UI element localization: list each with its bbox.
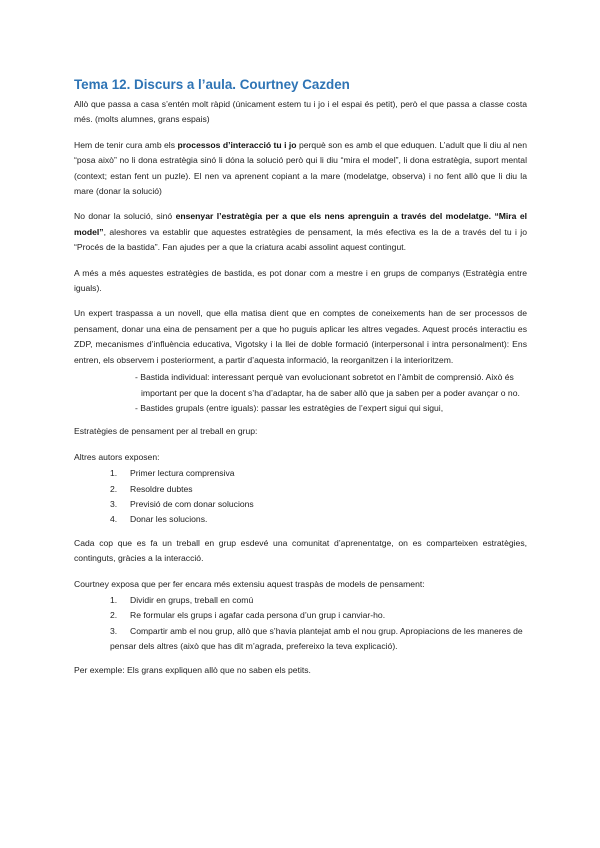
- list-text: Dividir en grups, treball en comú: [130, 594, 254, 605]
- list-item: [110, 608, 527, 623]
- bold-span: processos d’interacció tu i jo: [177, 139, 297, 150]
- paragraph-strategy: [74, 209, 527, 255]
- list-item: [110, 482, 527, 497]
- list-number: 1.: [110, 594, 118, 605]
- list-text: Re formular els grups i agafar cada persona d’un grup i canviar-ho.: [130, 610, 386, 621]
- numbered-list-steps: [74, 466, 527, 528]
- list-text: Donar les solucions.: [130, 514, 208, 525]
- paragraph-intro: Allò que passa a casa s’entén molt ràpid (únicament estem tu i jo i el espai és petit), però el que passa a classe costa més. (molts alumnes, grans espais): [74, 99, 527, 125]
- list-item: [110, 497, 527, 512]
- list-number: 3.: [110, 498, 118, 509]
- list-text: Compartir amb el nou grup, allò que s’havia plantejat amb el nou grup. Apropiacions de les maneres de pensar dels altres (això que has dit m’agrada, prefereixo la teva explicació).: [110, 625, 523, 652]
- list-number: 2.: [110, 483, 118, 494]
- list-item: [74, 624, 527, 655]
- paragraph-scaffolding: A més a més aquestes estratègies de bastida, es pot donar com a mestre i en grups de companys (Estratègia entre iguals).: [74, 267, 527, 294]
- text-span: No donar la solució, sinó: [74, 211, 176, 222]
- bold-span: ensenyar l’estratègia per a que els nens aprenguin a través del modelatge. “Mira el model”: [74, 211, 527, 237]
- paragraph-community: Cada cop que es fa un treball en grup esdevé una comunitat d’aprenentatge, on es comparteixen estratègies, continguts, gràcies a la interacció.: [74, 537, 527, 564]
- list-item: - Bastida individual: interessant perquè van evolucionant sobretot en l’àmbit de comprensió. Això és important per que la docent s’ha d’adaptar, ha de saber allò que ja saben per a poder avançar o no.: [135, 372, 520, 398]
- paragraph-courtney: Courtney exposa que per fer encara més extensiu aquest traspàs de models de pensament:: [74, 578, 425, 589]
- paragraph-group-strategies: Estratègies de pensament per al treball en grup:: [74, 426, 258, 437]
- page-title: Tema 12. Discurs a l’aula. Courtney Cazden: [74, 77, 350, 92]
- list-text: Resoldre dubtes: [130, 483, 193, 494]
- list-item: [110, 466, 527, 481]
- list-item: [110, 512, 527, 527]
- document-body: [74, 77, 527, 688]
- numbered-list-groups: [74, 593, 527, 655]
- paragraph-expert: Un expert traspassa a un novell, que ella matisa dient que en comptes de coneixements han de ser processos de pensament, donar una eina de pensament per a que ho puguis aplicar les altres vegades. Aquest procés interactiu es ZDP, mecanismes d’influència educativa, Vigotsky i la llei de doble formació (interpersonal i intra personalment): Ens entren, els observem i posteriorment, a partir d’aquesta informació, la reorganitzen i la interioritzem.: [74, 308, 527, 365]
- paragraph-other-authors: Altres autors exposen:: [74, 451, 160, 462]
- text-span: perquè son es amb el que eduquen. L’adult que li diu al nen “posa això” no li dona estratègia sinó li dóna la solució però qui li diu “mira el model”, li dona estratègia, suport mental (context; estan fent un puzle). El nen va aprenent copiant a la mare (modelatge, observa) i no fent allò que li diu la mare (donar la solució): [74, 139, 527, 197]
- list-text: Primer lectura comprensiva: [130, 468, 235, 479]
- list-text: Previsió de com donar solucions: [130, 498, 254, 509]
- list-item: [110, 593, 527, 608]
- list-number: 3.: [110, 625, 118, 636]
- paragraph-interaction: [74, 138, 527, 200]
- list-item: - Bastides grupals (entre iguals): passar les estratègies de l’expert sigui qui sigui,: [135, 402, 444, 413]
- list-number: 4.: [110, 514, 118, 525]
- list-number: 2.: [110, 610, 118, 621]
- text-span: Hem de tenir cura amb els: [74, 139, 178, 150]
- dash-list: [74, 370, 527, 416]
- list-number: 1.: [110, 468, 118, 479]
- text-span: , aleshores va establir que aquestes estratègies de pensament, la més efectiva es la de a través del tu i jo “Procés de la bastida”. Fan ajudes per a que la criatura acabi assolint aquest contingut.: [74, 226, 527, 253]
- paragraph-example: Per exemple: Els grans expliquen allò que no saben els petits.: [74, 664, 311, 675]
